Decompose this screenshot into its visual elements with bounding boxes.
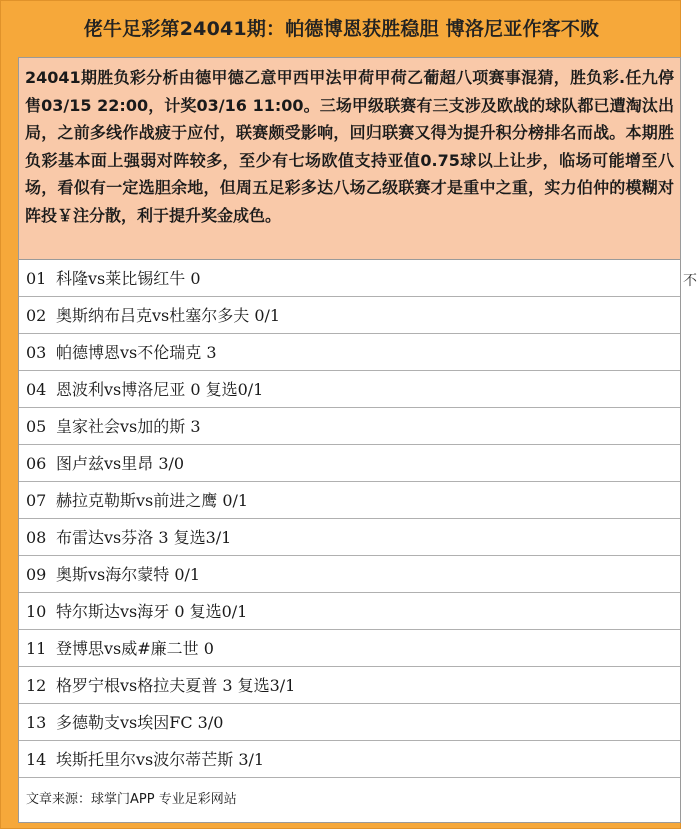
match-row xyxy=(19,371,680,408)
match-prediction: 帕德博恩vs不伦瑞克 3 xyxy=(56,343,217,362)
match-prediction: 奥斯vs海尔蒙特 0/1 xyxy=(56,565,201,584)
match-number: 04 xyxy=(26,380,47,399)
match-prediction: 埃斯托里尔vs波尔蒂芒斯 3/1 xyxy=(56,750,265,769)
match-row xyxy=(19,741,680,778)
match-prediction: 皇家社会vs加的斯 3 xyxy=(56,417,201,436)
match-prediction: 恩波利vs博洛尼亚 0 复选0/1 xyxy=(56,380,264,399)
match-row xyxy=(19,704,680,741)
prediction-table xyxy=(18,57,681,823)
match-number: 10 xyxy=(26,602,47,621)
match-prediction: 科隆vs莱比锡红牛 0 xyxy=(56,269,201,288)
match-number: 12 xyxy=(26,676,47,695)
match-prediction: 图卢兹vs里昂 3/0 xyxy=(56,454,185,473)
match-number: 08 xyxy=(26,528,47,547)
match-list xyxy=(19,260,680,778)
match-prediction: 赫拉克勒斯vs前进之鹰 0/1 xyxy=(56,491,249,510)
match-prediction: 布雷达vs芬洛 3 复选3/1 xyxy=(56,528,232,547)
overflow-text-fragment: 不 xyxy=(683,273,697,289)
match-number: 02 xyxy=(26,306,47,325)
match-number: 14 xyxy=(26,750,47,769)
page-title: 佬牛足彩第24041期：帕德博恩获胜稳胆 博洛尼亚作客不败 xyxy=(83,18,600,40)
match-row xyxy=(19,260,680,297)
article-source: 文章来源：球掌门APP 专业足彩网站 xyxy=(26,792,237,807)
match-number: 13 xyxy=(26,713,47,732)
match-prediction: 格罗宁根vs格拉夫夏普 3 复选3/1 xyxy=(56,676,296,695)
match-prediction: 多德勒支vs埃因FC 3/0 xyxy=(56,713,224,732)
match-number: 06 xyxy=(26,454,47,473)
match-row xyxy=(19,445,680,482)
match-row xyxy=(19,630,680,667)
match-row xyxy=(19,334,680,371)
match-number: 01 xyxy=(26,269,47,288)
match-row xyxy=(19,482,680,519)
match-number: 11 xyxy=(26,639,47,658)
match-number: 09 xyxy=(26,565,47,584)
match-prediction: 登博思vs威#廉二世 0 xyxy=(56,639,214,658)
match-number: 05 xyxy=(26,417,47,436)
match-row xyxy=(19,408,680,445)
match-number: 03 xyxy=(26,343,47,362)
match-row xyxy=(19,593,680,630)
match-prediction: 特尔斯达vs海牙 0 复选0/1 xyxy=(56,602,248,621)
analysis-summary: 24041期胜负彩分析由德甲德乙意甲西甲法甲荷甲荷乙葡超八项赛事混猜，胜负彩.任九停售03/15 22:00，计奖03/16 11:00。三场甲级联赛有三支涉及欧战的球队都已遭淘汰出局，之前多线作战疲于应付，联赛颇受影响，回归联赛又得为提升积分榜排名而战。本期胜负彩基本面上强弱对阵较多，至少有七场欧值支持亚值0.75球以上让步，临场可能增至八场，看似有一定选胆余地，但周五足彩多达八场乙级联赛才是重中之重，实力伯仲的模糊对阵投￥注分散，利于提升奖金成色。 xyxy=(19,58,680,260)
match-row xyxy=(19,556,680,593)
match-row xyxy=(19,297,680,334)
match-row xyxy=(19,667,680,704)
match-row xyxy=(19,519,680,556)
match-number: 07 xyxy=(26,491,47,510)
match-prediction: 奥斯纳布吕克vs杜塞尔多夫 0/1 xyxy=(56,306,281,325)
